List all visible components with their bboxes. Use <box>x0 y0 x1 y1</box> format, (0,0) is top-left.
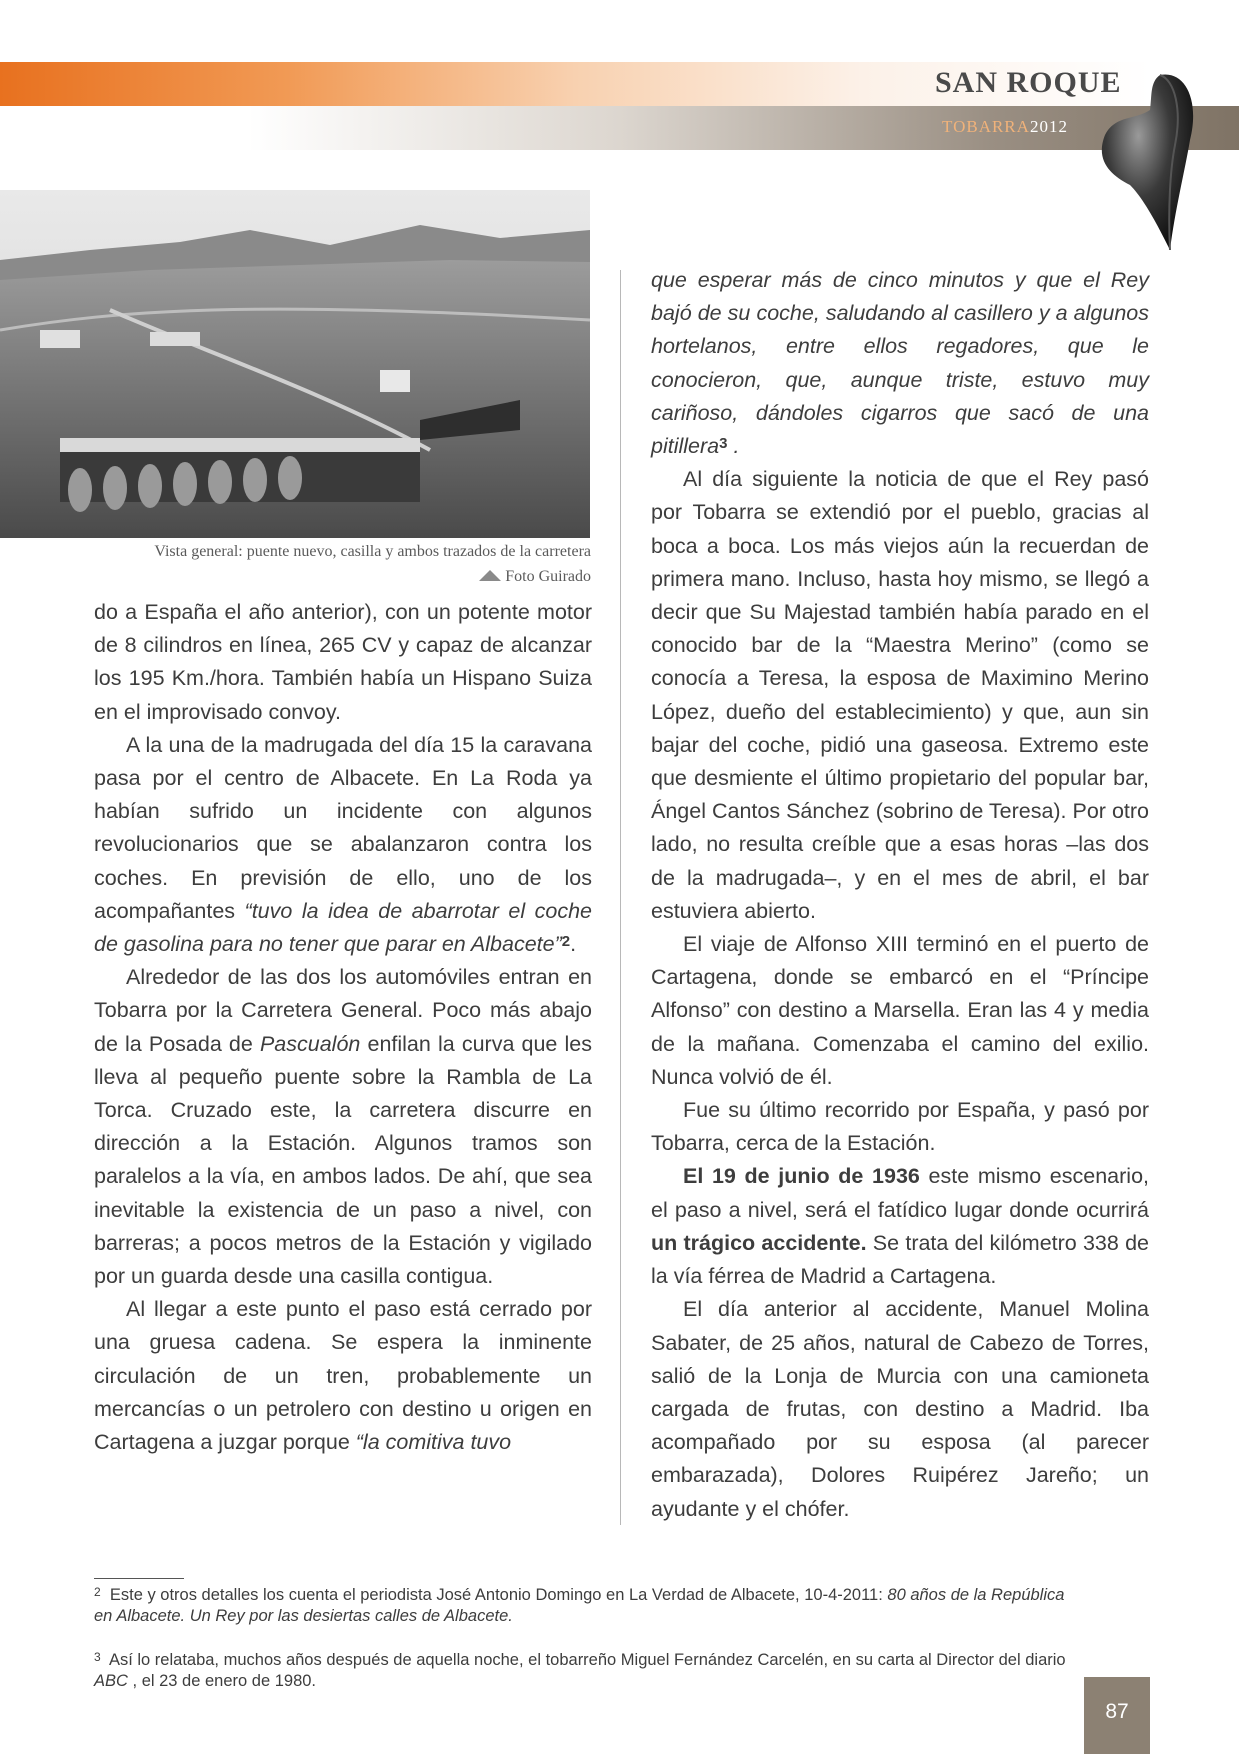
magazine-title: SAN ROQUE <box>935 66 1122 99</box>
footnote-ref: 2 <box>561 933 571 951</box>
footnote-rule <box>94 1578 184 1579</box>
paragraph: Al día siguiente la noticia de que el Rey pasó por Tobarra se extendió por el pueblo, gracias al boca a boca. Los más viejos aún la recuerdan de primera mano. Incluso, hasta hoy mismo, se llegó a decir que Su Majestad también había parado en el conocido bar de la “Maestra Merino” (como se conocía a Teresa, la esposa de Maximino Merino López, dueño del establecimiento) y que, aun sin bajar del coche, pidió una gaseosa. Extremo este que desmiente el último propietario del popular bar, Ángel Cantos Sánchez (sobrino de Teresa). Por otro lado, no resulta creíble que a esas horas –las dos de la madrugada–, y en el mes de abril, el bar estuviera abierto. <box>651 467 1149 923</box>
paragraph: que esperar más de cinco minutos y que el Rey bajó de su coche, saludando al casillero y a algunos hortelanos, entre ellos regadores, que le conocieron, que, aunque triste, estuvo muy cariñoso, dándoles cigarros que sacó de una pitillera$^3$ . <box>651 268 1149 459</box>
footnote-ref: 3 <box>719 435 728 453</box>
paragraph: El viaje de Alfonso XIII terminó en el puerto de Cartagena, donde se embarcó en el “Príncipe Alfonso” con destino a Marsella. Eran las 4 y media de la mañana. Comenzaba el camino del exilio. Nunca volvió de él. <box>651 932 1149 1089</box>
landscape-photo <box>0 190 590 538</box>
paragraph: do a España el año anterior), con un potente motor de 8 cilindros en línea, 265 CV y capaz de alcanzar los 195 Km./hora. También había un Hispano Suiza en el improvisado convoy. <box>94 600 592 724</box>
photo-caption: Vista general: puente nuevo, casilla y ambos trazados de la carretera <box>154 543 591 560</box>
photo-credit: Foto Guirado <box>505 568 591 585</box>
highlight-date: El 19 de junio de 1936 <box>683 1164 920 1189</box>
photo-credit-line <box>479 568 591 586</box>
paragraph: Al llegar a este punto el paso está cerrado por una gruesa cadena. Se espera la inminente circulación de un tren, probablemente un mercancías o un petrolero con destino u origen en Cartagena a juzgar porque “la comitiva tuvo <box>94 1297 592 1455</box>
right-column <box>651 264 1149 1526</box>
quote: “tuvo la idea de abarrotar el coche de gasolina para no tener que parar en Albacete” <box>94 898 593 957</box>
paragraph: Alrededor de las dos los automóviles entran en Tobarra por la Carretera General. Poco más abajo de la Posada de Pascualón enfilan la curva que les lleva al pequeño puente sobre la Rambla de La Torca. Cruzado este, la carretera discurre en dirección a la Estación. Algunos tramos son paralelos a la vía, en ambos lados. De ahí, que sea inevitable la existencia de un paso a nivel, con barreras; a pocos metros de la Estación y vigilado por un guarda desde una casilla contigua. <box>94 965 592 1289</box>
quote: “la comitiva tuvo <box>355 1430 512 1455</box>
place-name: Pascualón <box>259 1031 361 1056</box>
magazine-town: TOBARRA <box>942 117 1030 136</box>
footnote-3: $^3$ Así lo relataba, muchos años después de aquella noche, el tobarreño Miguel Fernández Carcelén, en su carta al Director del diario ABC , el 23 de enero de 1980. <box>94 1650 1066 1690</box>
magazine-year: 2012 <box>1029 117 1068 136</box>
page-number: 87 <box>1084 1677 1150 1754</box>
footnote-2: $^2$ Este y otros detalles los cuenta el periodista José Antonio Domingo en La Verdad de Albacete, 10-4-2011: 80 años de la República en Albacete. Un Rey por las desiertas calles de Albacete. <box>94 1585 1065 1625</box>
left-column <box>94 596 592 1459</box>
triangle-icon <box>479 570 501 581</box>
magazine-subtitle <box>942 117 1068 137</box>
paragraph: A la una de la madrugada del día 15 la caravana pasa por el centro de Albacete. En La Roda ya habían sufrido un incidente con algunos revolucionarios que se abalanzaron contra los coches. En previsión de ello, uno de los acompañantes “tuvo la idea de abarrotar el coche de gasolina para no tener que parar en Albacete”$^2$. <box>94 732 593 957</box>
paragraph: Fue su último recorrido por España, y pasó por Tobarra, cerca de la Estación. <box>651 1098 1149 1156</box>
paragraph: El día anterior al accidente, Manuel Molina Sabater, de 25 años, natural de Cabezo de Torres, salió de la Lonja de Murcia con una camioneta cargada de frutas, con destino a Madrid. Iba acompañado por su esposa (al parecer embarazada), Dolores Ruipérez Jareño; un ayudante y el chófer. <box>651 1297 1149 1521</box>
hat-icon <box>1090 70 1220 260</box>
paragraph: El 19 de junio de 1936 este mismo escenario, el paso a nivel, será el fatídico lugar donde ocurrirá un trágico accidente. Se trata del kilómetro 338 de la vía férrea de Madrid a Cartagena. <box>651 1164 1150 1289</box>
highlight-accident: un trágico accidente. <box>651 1230 867 1255</box>
quote: que esperar más de cinco minutos y que el Rey bajó de su coche, saludando al casillero y a algunos hortelanos, entre ellos regadores, que le conocieron, que, aunque triste, estuvo muy cariñoso, dándoles cigarros que sacó de una pitillera <box>651 268 1149 459</box>
column-divider <box>620 270 621 1525</box>
